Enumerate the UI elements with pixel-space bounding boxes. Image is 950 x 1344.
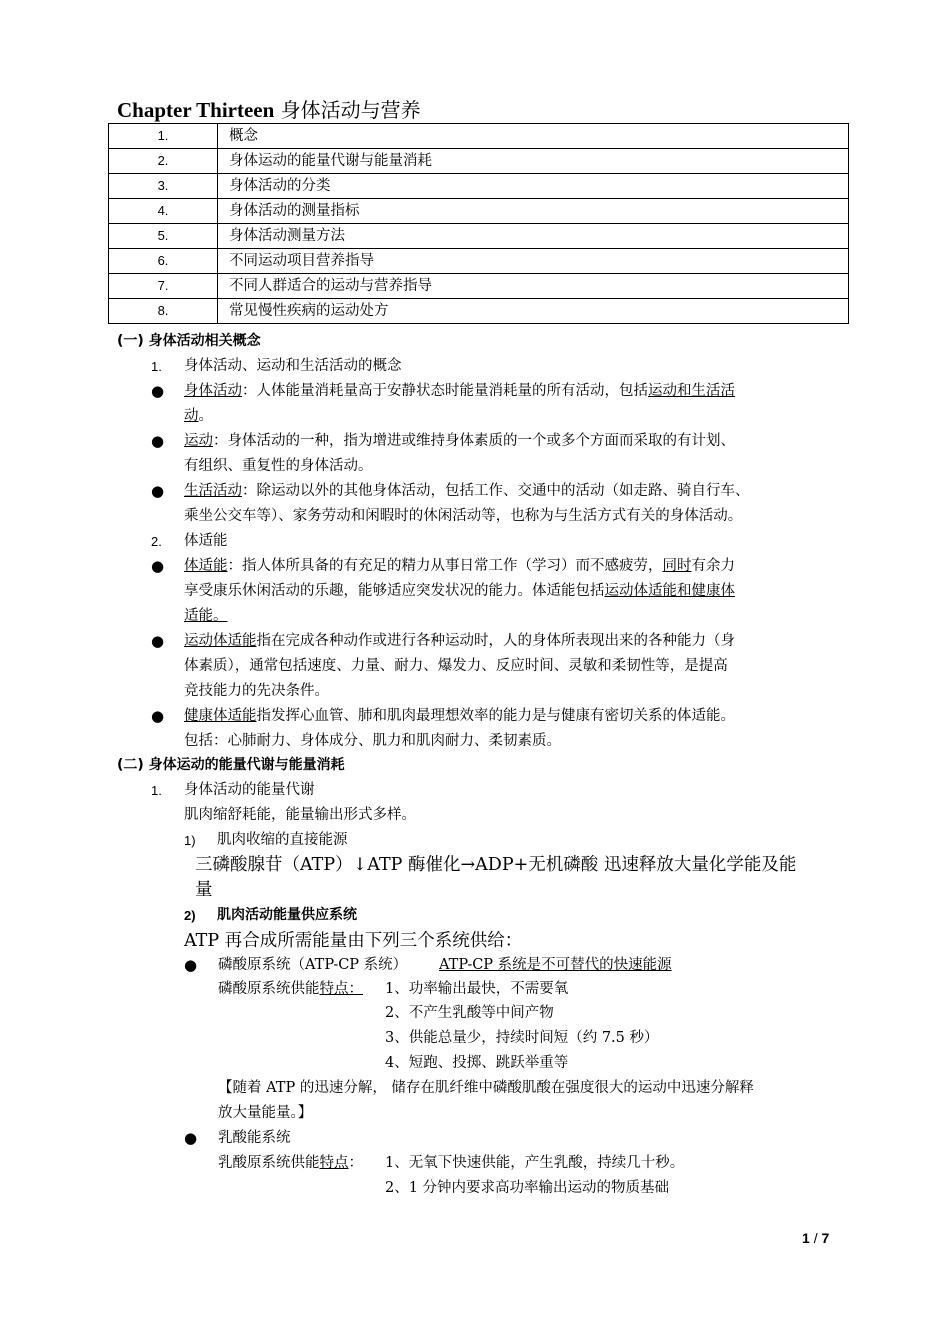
contents-number: 1. bbox=[109, 124, 218, 149]
feature-item: 1、无氧下快速供能，产生乳酸，持续几十秒。 bbox=[385, 1155, 685, 1171]
contents-table bbox=[108, 123, 849, 324]
paragraph-line: 肌肉缩舒耗能，能量输出形式多样。 bbox=[184, 807, 416, 823]
contents-number: 7. bbox=[109, 274, 218, 299]
contents-text: 身体运动的能量代谢与能量消耗 bbox=[218, 149, 849, 174]
contents-number: 8. bbox=[109, 299, 218, 324]
item-number: 1. bbox=[151, 359, 162, 374]
bullet-icon: ● bbox=[184, 956, 198, 974]
system-name: 磷酸原系统（ATP-CP 系统） bbox=[218, 957, 408, 973]
contents-row bbox=[109, 149, 849, 174]
paragraph-line: 包括：心肺耐力、身体成分、肌力和肌肉耐力、柔韧素质。 bbox=[184, 733, 561, 749]
page-title bbox=[117, 96, 421, 124]
contents-number: 2. bbox=[109, 149, 218, 174]
paragraph-line: 生活活动：除运动以外的其他身体活动，包括工作、交通中的活动（如走路、骑自行车、 bbox=[184, 483, 750, 499]
title-english: Chapter Thirteen bbox=[117, 98, 275, 122]
feature-item: 2、1 分钟内要求高功率输出运动的物质基础 bbox=[385, 1180, 670, 1196]
title-chinese: 身体活动与营养 bbox=[280, 98, 421, 122]
contents-text: 身体活动的测量指标 bbox=[218, 199, 849, 224]
paragraph-line: 适能。 bbox=[184, 608, 228, 624]
contents-number: 4. bbox=[109, 199, 218, 224]
contents-number: 5. bbox=[109, 224, 218, 249]
contents-row bbox=[109, 299, 849, 324]
paragraph-line: 有组织、重复性的身体活动。 bbox=[184, 458, 373, 474]
item-number: 2. bbox=[151, 534, 162, 549]
paragraph-line: 享受康乐休闲活动的乐趣，能够适应突发状况的能力。体适能包括运动体适能和健康体 bbox=[184, 583, 735, 599]
contents-text: 不同运动项目营养指导 bbox=[218, 249, 849, 274]
contents-text: 身体活动测量方法 bbox=[218, 224, 849, 249]
contents-row bbox=[109, 274, 849, 299]
sub-item-title: 肌肉收缩的直接能源 bbox=[217, 832, 348, 848]
bullet-icon: ● bbox=[151, 482, 165, 500]
paragraph-line: 乘坐公交车等）、家务劳动和闲暇时的休闲活动等，也称为与生活方式有关的身体活动。 bbox=[184, 508, 743, 524]
paragraph-line: 量 bbox=[195, 880, 213, 900]
system-name: 乳酸能系统 bbox=[218, 1130, 291, 1146]
item-title: 体适能 bbox=[184, 533, 228, 549]
remark-line: 【随着 ATP 的迅速分解， 储存在肌纤维中磷酸肌酸在强度很大的运动中迅速分解释 bbox=[218, 1080, 754, 1096]
feature-item: 4、短跑、投掷、跳跃举重等 bbox=[385, 1055, 569, 1071]
remark-line: 放大量能量。】 bbox=[218, 1105, 313, 1121]
system-note: ATP-CP 系统是不可替代的快速能源 bbox=[439, 957, 672, 973]
sub-item-number: 1) bbox=[184, 833, 196, 848]
contents-number: 6. bbox=[109, 249, 218, 274]
paragraph-line: 体素质），通常包括速度、力量、耐力、爆发力、反应时间、灵敏和柔韧性等，是提高 bbox=[184, 658, 728, 674]
paragraph-line: 身体活动：人体能量消耗量高于安静状态时能量消耗量的所有活动，包括运动和生活活 bbox=[184, 383, 735, 399]
paragraph-line: 动。 bbox=[184, 408, 213, 424]
bullet-icon: ● bbox=[151, 557, 165, 575]
bullet-icon: ● bbox=[151, 382, 165, 400]
contents-text: 不同人群适合的运动与营养指导 bbox=[218, 274, 849, 299]
paragraph-line: 竞技能力的先决条件。 bbox=[184, 683, 329, 699]
paragraph-line: ATP 再合成所需能量由下列三个系统供给： bbox=[184, 931, 523, 951]
item-number: 1. bbox=[151, 783, 162, 798]
bullet-icon: ● bbox=[151, 632, 165, 650]
paragraph-line: 运动体适能指在完成各种动作或进行各种运动时，人的身体所表现出来的各种能力（身 bbox=[184, 633, 735, 649]
bullet-icon: ● bbox=[151, 707, 165, 725]
sub-item-number: 2) bbox=[184, 908, 196, 923]
item-title: 身体活动的能量代谢 bbox=[184, 782, 315, 798]
section-heading: (一) 身体活动相关概念 bbox=[117, 333, 261, 349]
bullet-icon: ● bbox=[151, 432, 165, 450]
feature-label: 乳酸原系统供能特点： bbox=[218, 1155, 363, 1171]
paragraph-line: 运动：身体活动的一种，指为增进或维持身体素质的一个或多个方面而采取的有计划、 bbox=[184, 433, 735, 449]
item-title: 身体活动、运动和生活活动的概念 bbox=[184, 358, 402, 374]
page-number: 1 / 7 bbox=[802, 1230, 830, 1246]
contents-text: 身体活动的分类 bbox=[218, 174, 849, 199]
contents-row bbox=[109, 224, 849, 249]
feature-item: 3、供能总量少，持续时间短（约 7.5 秒） bbox=[385, 1030, 659, 1046]
feature-item: 2、不产生乳酸等中间产物 bbox=[385, 1005, 554, 1021]
feature-item: 1、功率输出最快，不需要氧 bbox=[385, 981, 569, 997]
contents-row bbox=[109, 199, 849, 224]
contents-number: 3. bbox=[109, 174, 218, 199]
sub-item-title: 肌肉活动能量供应系统 bbox=[217, 907, 357, 923]
contents-text: 常见慢性疾病的运动处方 bbox=[218, 299, 849, 324]
contents-row bbox=[109, 124, 849, 149]
bullet-icon: ● bbox=[184, 1129, 198, 1147]
contents-row bbox=[109, 249, 849, 274]
section-heading: (二) 身体运动的能量代谢与能量消耗 bbox=[117, 757, 345, 773]
contents-row bbox=[109, 174, 849, 199]
paragraph-line: 健康体适能指发挥心血管、肺和肌肉最理想效率的能力是与健康有密切关系的体适能。 bbox=[184, 708, 735, 724]
feature-label: 磷酸原系统供能特点： bbox=[218, 981, 363, 997]
contents-text: 概念 bbox=[218, 124, 849, 149]
paragraph-line: 体适能：指人体所具备的有充足的精力从事日常工作（学习）而不感疲劳，同时有余力 bbox=[184, 558, 735, 574]
paragraph-line: 三磷酸腺苷（ATP）↓ATP 酶催化→ADP+无机磷酸 迅速释放大量化学能及能 bbox=[195, 855, 797, 875]
